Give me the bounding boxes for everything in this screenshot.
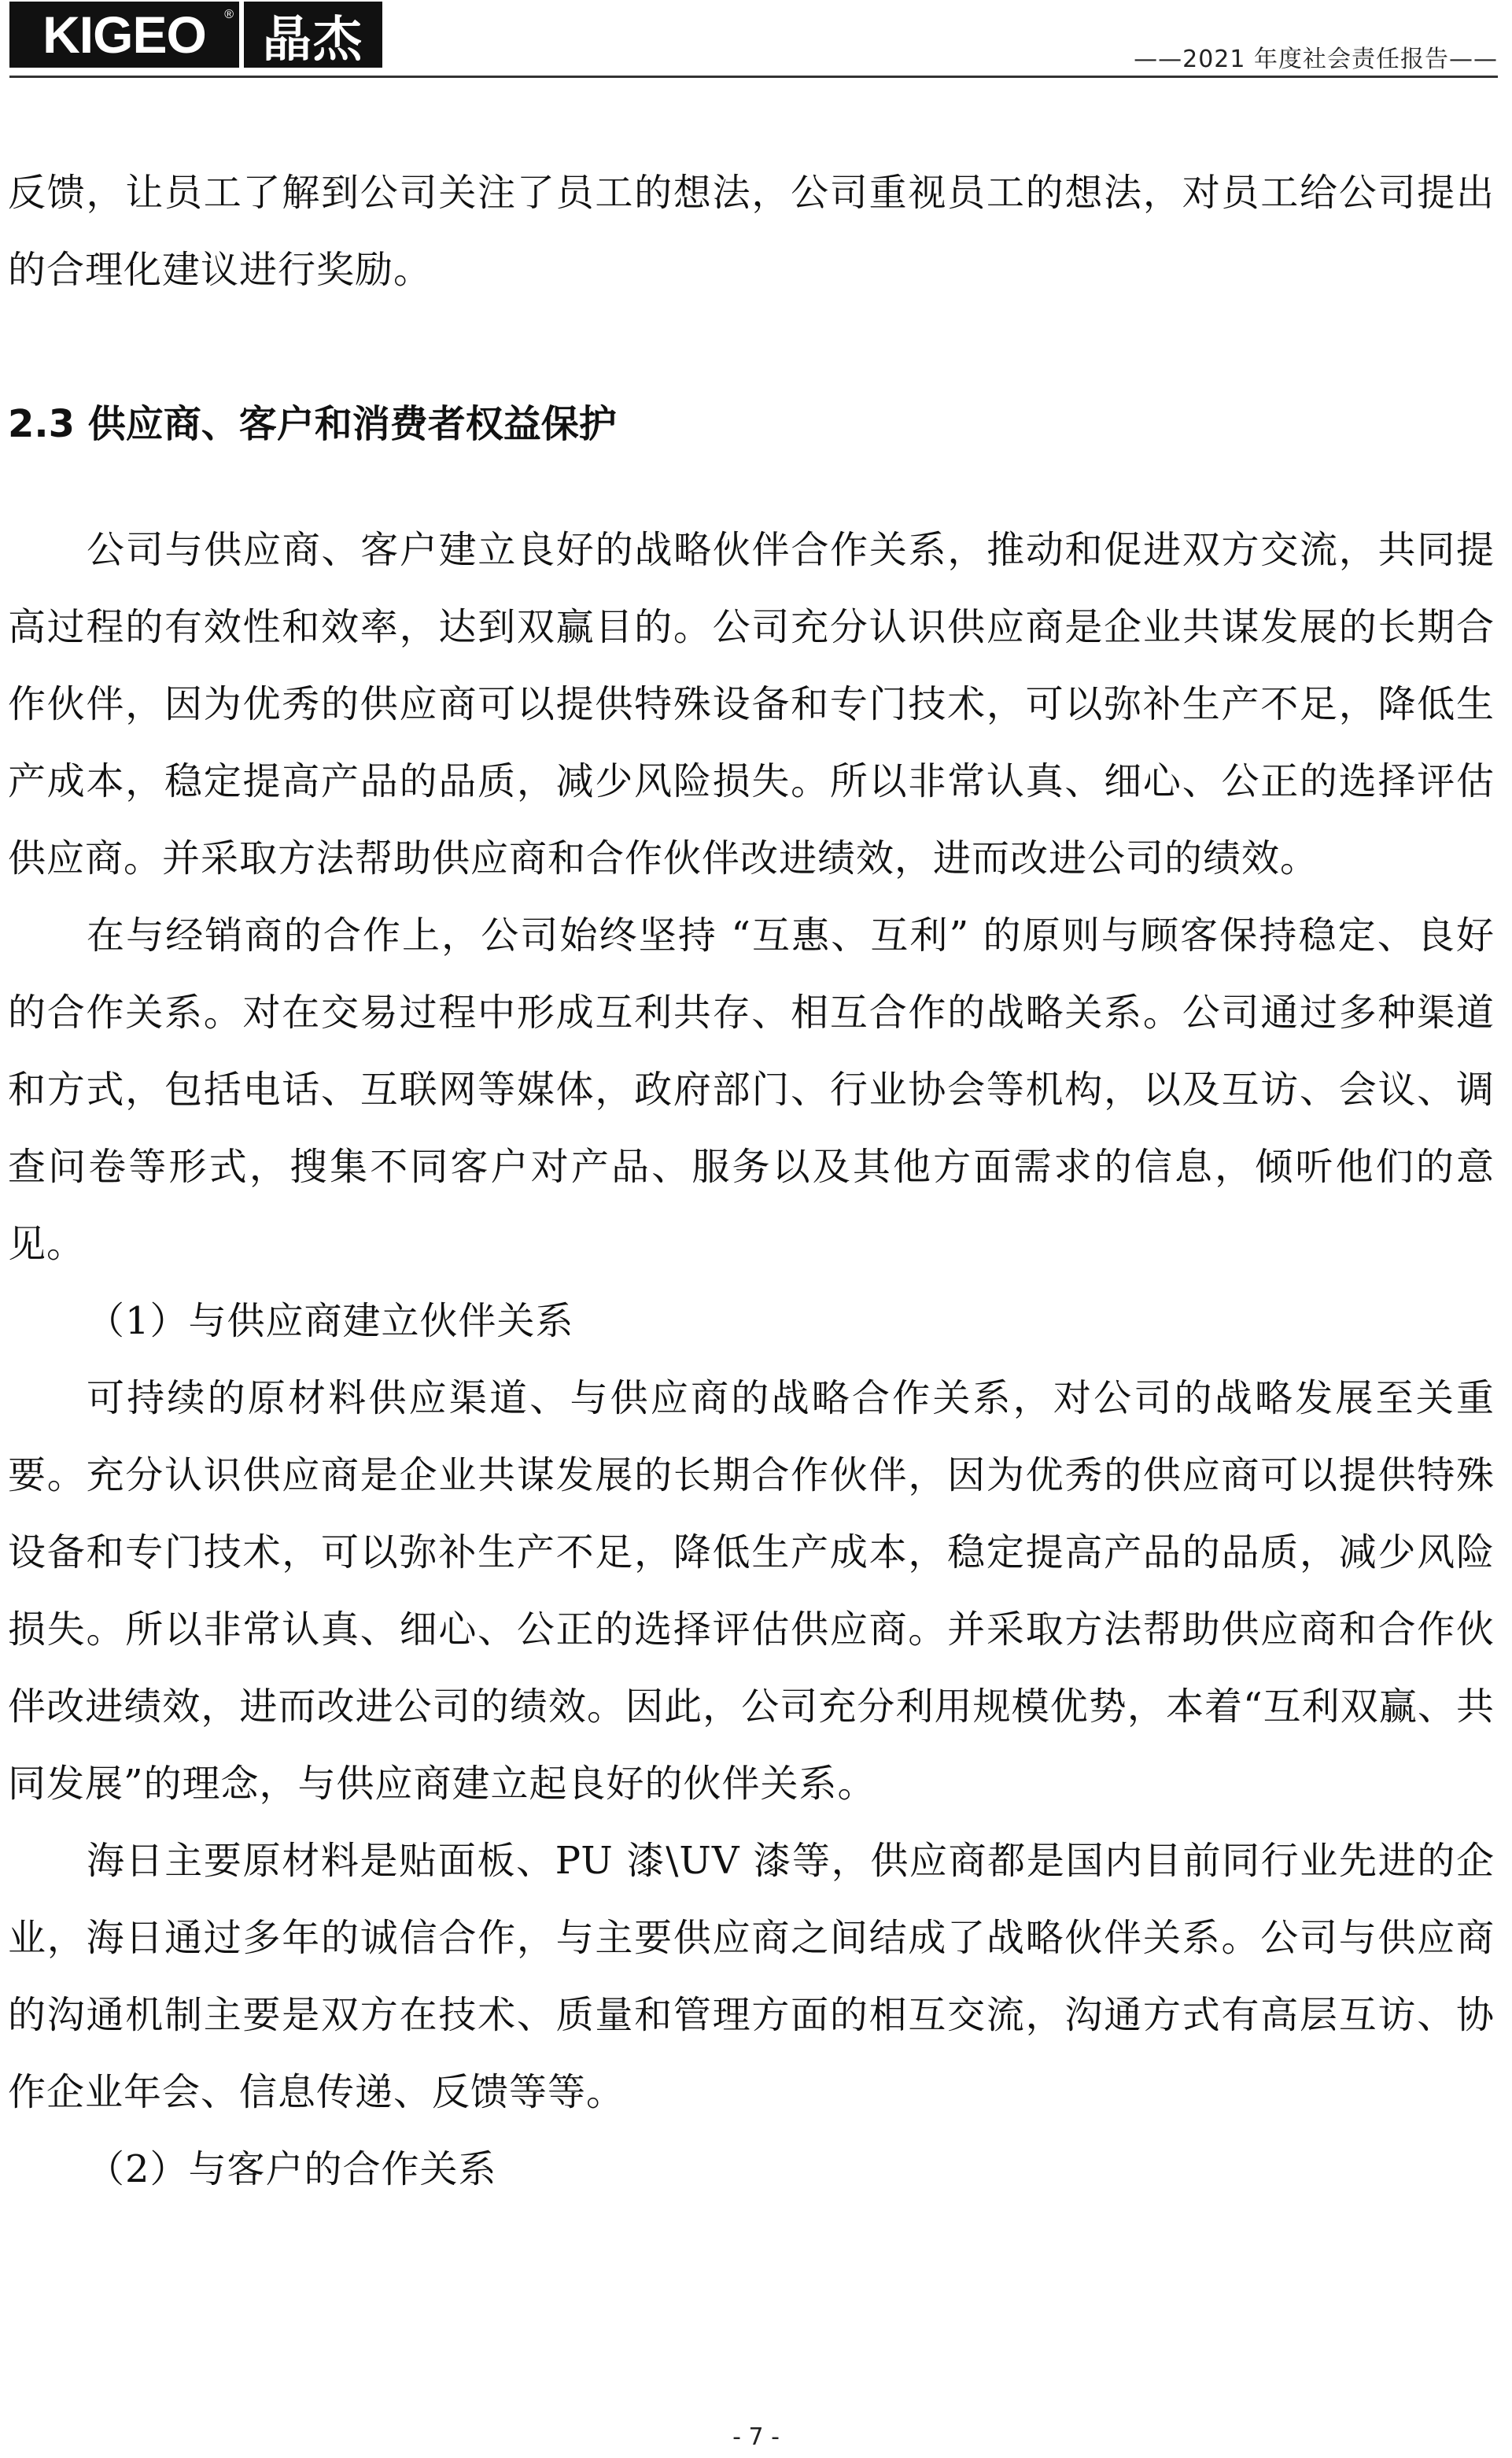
- logo-english-wordmark: [9, 2, 239, 68]
- spacer: [8, 463, 1495, 511]
- logo-chinese-wordmark: 晶杰: [244, 2, 382, 68]
- registered-mark: ®: [224, 8, 233, 21]
- page-content: [8, 154, 1495, 2208]
- company-logo: [9, 2, 382, 68]
- spacer: [8, 308, 1495, 386]
- report-title: ——2021 年度社会责任报告——: [1134, 46, 1498, 73]
- subheading-customer: （2）与客户的合作关系: [87, 2147, 497, 2191]
- lead-paragraph: 反馈，让员工了解到公司关注了员工的想法，公司重视员工的想法，对员工给公司提出的合理化建议进行奖励。: [8, 171, 1495, 292]
- page-number: - 7 -: [732, 2423, 780, 2451]
- subheading-supplier: （1）与供应商建立伙伴关系: [87, 1299, 574, 1343]
- paragraph-supplier-partnership: 公司与供应商、客户建立良好的战略伙伴合作关系，推动和促进双方交流，共同提高过程的有效性和效率，达到双赢目的。公司充分认识供应商是企业共谋发展的长期合作伙伴，因为优秀的供应商可以提供特殊设备和专门技术，可以弥补生产不足，降低生产成本，稳定提高产品的品质，减少风险损失。所以非常认真、细心、公正的选择评估供应商。并采取方法帮助供应商和合作伙伴改进绩效，进而改进公司的绩效。: [8, 528, 1495, 880]
- paragraph-distributor-cooperation: 在与经销商的合作上，公司始终坚持 “互惠、互利” 的原则与顾客保持稳定、良好的合作关系。对在交易过程中形成互利共存、相互合作的战略关系。公司通过多种渠道和方式，包括电话、互联网等媒体，政府部门、行业协会等机构，以及互访、会议、调查问卷等形式，搜集不同客户对产品、服务以及其他方面需求的信息，倾听他们的意见。: [8, 913, 1495, 1266]
- paragraph-raw-materials: 海日主要原材料是贴面板、PU 漆\UV 漆等，供应商都是国内目前同行业先进的企业，海日通过多年的诚信合作，与主要供应商之间结成了战略伙伴关系。公司与供应商的沟通机制主要是双方在技术、质量和管理方面的相互交流，沟通方式有高层互访、协作企业年会、信息传递、反馈等等。: [8, 1839, 1495, 2114]
- section-heading: 2.3 供应商、客户和消费者权益保护: [8, 402, 617, 446]
- header-divider: [9, 76, 1498, 78]
- logo-english-text: KIGEO: [42, 6, 206, 64]
- paragraph-supply-chain: 可持续的原材料供应渠道、与供应商的战略合作关系，对公司的战略发展至关重要。充分认识供应商是企业共谋发展的长期合作伙伴，因为优秀的供应商可以提供特殊设备和专门技术，可以弥补生产不足，降低生产成本，稳定提高产品的品质，减少风险损失。所以非常认真、细心、公正的选择评估供应商。并采取方法帮助供应商和合作伙伴改进绩效，进而改进公司的绩效。因此，公司充分利用规模优势，本着“互利双赢、共同发展”的理念，与供应商建立起良好的伙伴关系。: [8, 1376, 1495, 1806]
